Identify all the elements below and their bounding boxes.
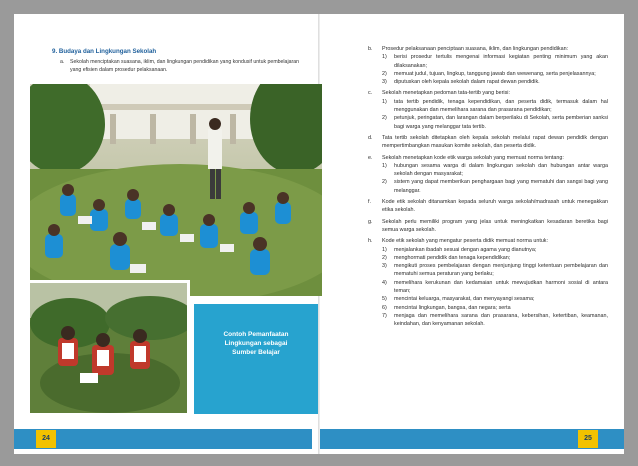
sub-item-text: sistem yang dapat memberikan penghargaan bagi yang mematuhi dan sangsi bagi yang melanggar. bbox=[394, 179, 608, 194]
list-item-label: g. bbox=[368, 218, 373, 225]
list-item bbox=[368, 237, 608, 328]
sub-item bbox=[382, 304, 608, 312]
list-item-text: Kode etik sekolah ditanamkan kepada seluruh warga sekolah/madrasah untuk menegakkan etika sekolah. bbox=[382, 199, 608, 214]
list-item-label: c. bbox=[368, 90, 373, 97]
sub-item bbox=[382, 262, 608, 279]
photo-students-outdoor-class bbox=[30, 84, 322, 296]
sub-item bbox=[382, 295, 608, 303]
caption-line: Contoh Pemanfaatan bbox=[223, 331, 289, 338]
sub-item-label: 4) bbox=[382, 279, 387, 286]
sub-item-label: 1) bbox=[382, 246, 387, 253]
sub-item-text: memuat judul, tujuan, lingkup, tanggung jawab dan wewenang, serta penjelasannya; bbox=[394, 70, 596, 77]
sub-item-label: 2) bbox=[382, 254, 387, 261]
sub-item bbox=[382, 53, 608, 70]
sub-item bbox=[382, 246, 608, 254]
list-item-label: f. bbox=[368, 199, 371, 206]
list-item-text: Sekolah menetapkan kode etik warga sekolah yang memuat norma tentang: bbox=[382, 154, 564, 161]
list-item bbox=[368, 218, 608, 235]
list-item-text: Prosedur pelaksanaan penciptaan suasana, iklim, dan lingkungan pendidikan: bbox=[382, 46, 569, 52]
sub-item bbox=[382, 98, 608, 115]
sub-item-text: hubungan sesama warga di dalam lingkungan sekolah dan hubungan antar warga sekolah dengan masyarakat; bbox=[394, 162, 608, 178]
list-item bbox=[368, 198, 608, 215]
sub-item-text: petunjuk, peringatan, dan larangan dalam berperilaku di Sekolah, serta pemberian sanksi bagi warga yang melanggar tata tertib. bbox=[394, 115, 608, 130]
sub-item-text: tata tertib pendidik, tenaga kependidikan, dan peserta didik, termasuk dalam hal menggunakan dan memelihara sarana dan prasarana pendidikan; bbox=[394, 98, 608, 114]
list-item-text: Tata tertib sekolah ditetapkan oleh kepala sekolah melalui rapat dewan pendidik dengan mempertimbangkan masukan komite sekolah, dan peserta didik. bbox=[382, 134, 608, 150]
list-item-label: d. bbox=[368, 134, 373, 141]
page-number-right: 25 bbox=[578, 430, 598, 448]
sub-item-text: menjalankan ibadah sesuai dengan agama yang dianutnya; bbox=[394, 246, 537, 253]
photo-students-garden bbox=[30, 280, 190, 413]
sub-item-label: 3) bbox=[382, 263, 387, 270]
sub-item-label: 2) bbox=[382, 179, 387, 186]
list-item-label: e. bbox=[368, 154, 373, 161]
sub-item-label: 1) bbox=[382, 54, 387, 61]
sub-item-label: 1) bbox=[382, 162, 387, 169]
sub-item bbox=[382, 78, 608, 86]
sub-item-label: 7) bbox=[382, 312, 387, 319]
caption-line: Sumber Belajar bbox=[232, 349, 280, 356]
item-text: Sekolah menciptakan suasana, iklim, dan lingkungan pendidikan yang kondusif untuk pembelajaran yang efisien dalam prosedur pelaksanaan. bbox=[70, 59, 299, 74]
section-heading: 9. Budaya dan Lingkungan Sekolah bbox=[52, 48, 157, 55]
sub-item-text: menjaga dan memelihara sarana dan prasarana, kebersihan, ketertiban, keamanan, keindahan, dan kenyamanan sekolah. bbox=[394, 312, 608, 328]
left-footer-band bbox=[14, 429, 312, 449]
section-item-a bbox=[60, 58, 310, 75]
list-item-text: Sekolah menetapkan pedoman tata-tertib yang berisi: bbox=[382, 90, 510, 97]
sub-item bbox=[382, 114, 608, 131]
list-item-text: Sekolah perlu memiliki program yang jelas untuk meningkatkan kesadaran beretika bagi semua warga sekolah. bbox=[382, 218, 608, 233]
sub-item-text: mencintai keluarga, masyarakat, dan menyayangi sesama; bbox=[394, 296, 535, 303]
sub-item bbox=[382, 162, 608, 179]
sub-item-label: 6) bbox=[382, 304, 387, 311]
sub-item-text: memelihara kerukunan dan kedamaian untuk mewujudkan harmoni sosial di antara teman; bbox=[394, 279, 608, 295]
sub-item bbox=[382, 312, 608, 329]
photo-caption bbox=[194, 304, 318, 414]
sub-item-text: diputuskan oleh kepala sekolah dalam rapat dewan pendidik. bbox=[394, 79, 540, 86]
sub-item-label: 2) bbox=[382, 70, 387, 77]
list-item-text: Kode etik sekolah yang mengatur peserta didik memuat norma untuk: bbox=[382, 238, 549, 245]
list-item bbox=[368, 89, 608, 130]
sub-item bbox=[382, 254, 608, 262]
sub-item-text: mencintai lingkungan, bangsa, dan negara; serta bbox=[394, 304, 511, 311]
list-item bbox=[368, 134, 608, 151]
sub-item bbox=[382, 70, 608, 78]
sub-item-label: 5) bbox=[382, 296, 387, 303]
photo-students-outdoor-illustration bbox=[30, 84, 322, 296]
sub-item-text: menghormati pendidik dan tenaga kependidikan; bbox=[394, 254, 511, 261]
item-label: a. bbox=[60, 59, 65, 65]
criteria-list bbox=[368, 45, 608, 332]
list-item bbox=[368, 154, 608, 195]
caption-line: Lingkungan sebagai bbox=[224, 340, 288, 347]
photo-garden-illustration bbox=[30, 283, 190, 413]
sub-item-text: berisi prosedur tertulis mengenai informasi kegiatan penting minimum yang akan dilaksanakan; bbox=[394, 54, 608, 69]
sub-item bbox=[382, 178, 608, 195]
list-item bbox=[368, 45, 608, 86]
sub-item-label: 2) bbox=[382, 115, 387, 122]
page-number-left: 24 bbox=[36, 430, 56, 448]
sub-item-label: 1) bbox=[382, 98, 387, 105]
sub-item-text: mengikuti proses pembelajaran dengan menjunjung tinggi ketentuan pembelajaran dan mematuhi semua peraturan yang berlaku; bbox=[394, 263, 608, 278]
sub-item bbox=[382, 279, 608, 296]
sub-item-label: 3) bbox=[382, 79, 387, 86]
list-item-label: h. bbox=[368, 238, 373, 245]
list-item-label: b. bbox=[368, 46, 373, 52]
